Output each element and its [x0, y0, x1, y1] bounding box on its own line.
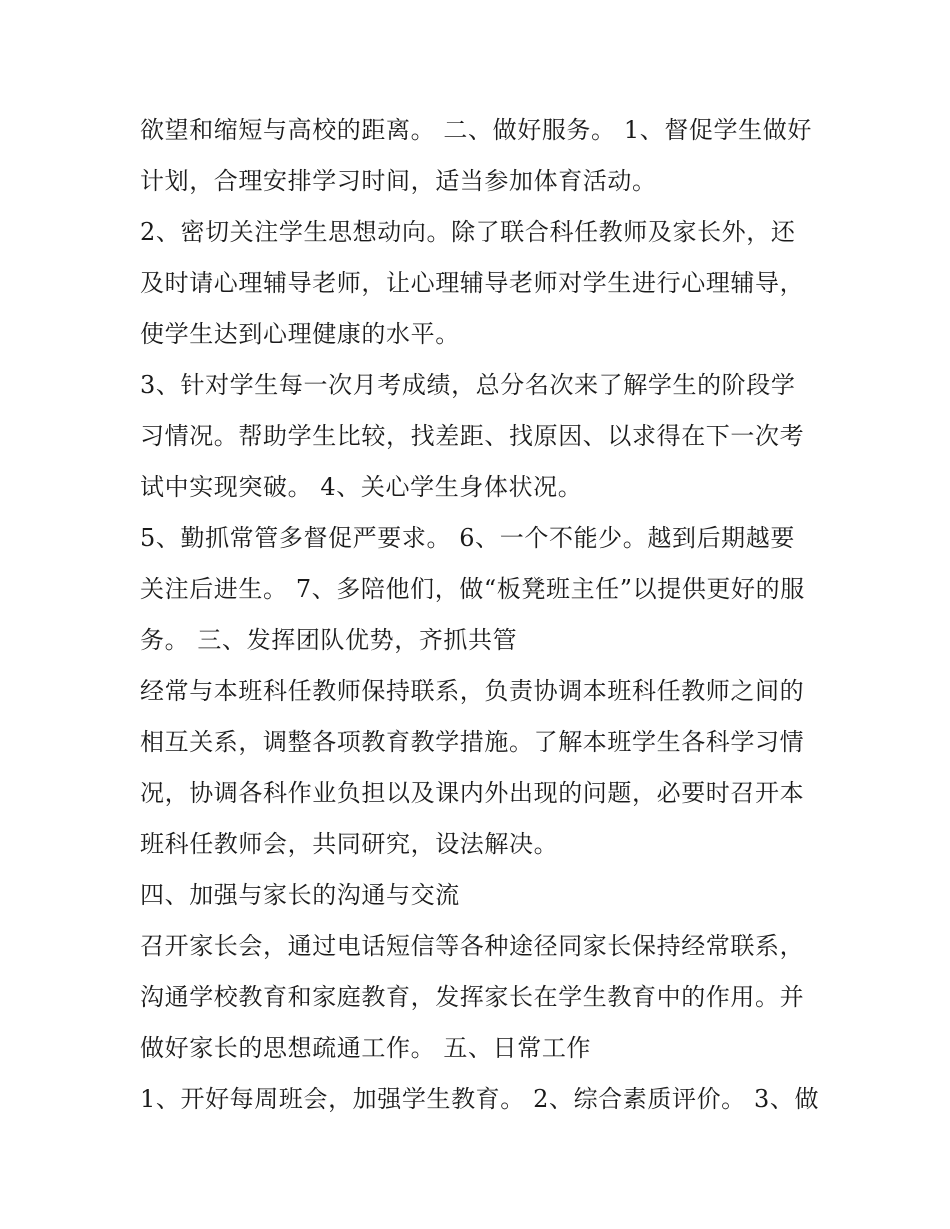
text-line: 欲望和缩短与高校的距离。 二、做好服务。 1、督促学生做好: [140, 116, 812, 144]
text-line: 况，协调各科作业负担以及课内外出现的问题，必要时召开本: [140, 779, 805, 807]
text-line: 相互关系，调整各项教育教学措施。了解本班学生各科学习情: [140, 728, 805, 756]
text-line: 召开家长会，通过电话短信等各种途径同家长保持经常联系，: [140, 932, 805, 960]
text-line: 计划，合理安排学习时间，适当参加体育活动。: [140, 167, 657, 195]
text-line: 试中实现突破。 4、关心学生身体状况。: [140, 473, 583, 501]
text-line: 及时请心理辅导老师，让心理辅导老师对学生进行心理辅导，: [140, 269, 805, 297]
text-line: 做好家长的思想疏通工作。 五、日常工作: [140, 1034, 592, 1062]
text-line: 习情况。帮助学生比较，找差距、找原因、以求得在下一次考: [140, 422, 805, 450]
text-line: 1、开好每周班会，加强学生教育。 2、综合素质评价。 3、做: [140, 1085, 820, 1113]
text-line: 务。 三、发挥团队优势，齐抓共管: [140, 626, 518, 654]
section-heading: 四、加强与家长的沟通与交流: [140, 881, 460, 909]
document-body: [140, 105, 820, 1125]
text-line: 使学生达到心理健康的水平。: [140, 320, 460, 348]
text-line: 2、密切关注学生思想动向。除了联合科任教师及家长外，还: [140, 218, 796, 246]
text-line: 沟通学校教育和家庭教育，发挥家长在学生教育中的作用。并: [140, 983, 805, 1011]
text-line: 经常与本班科任教师保持联系，负责协调本班科任教师之间的: [140, 677, 805, 705]
text-line: 5、勤抓常管多督促严要求。 6、一个不能少。越到后期越要: [140, 524, 795, 552]
text-line: 班科任教师会，共同研究，设法解决。: [140, 830, 559, 858]
text-line: 3、针对学生每一次月考成绩，总分名次来了解学生的阶段学: [140, 371, 796, 399]
text-line: 关注后进生。 7、多陪他们，做“板凳班主任”以提供更好的服: [140, 575, 805, 603]
